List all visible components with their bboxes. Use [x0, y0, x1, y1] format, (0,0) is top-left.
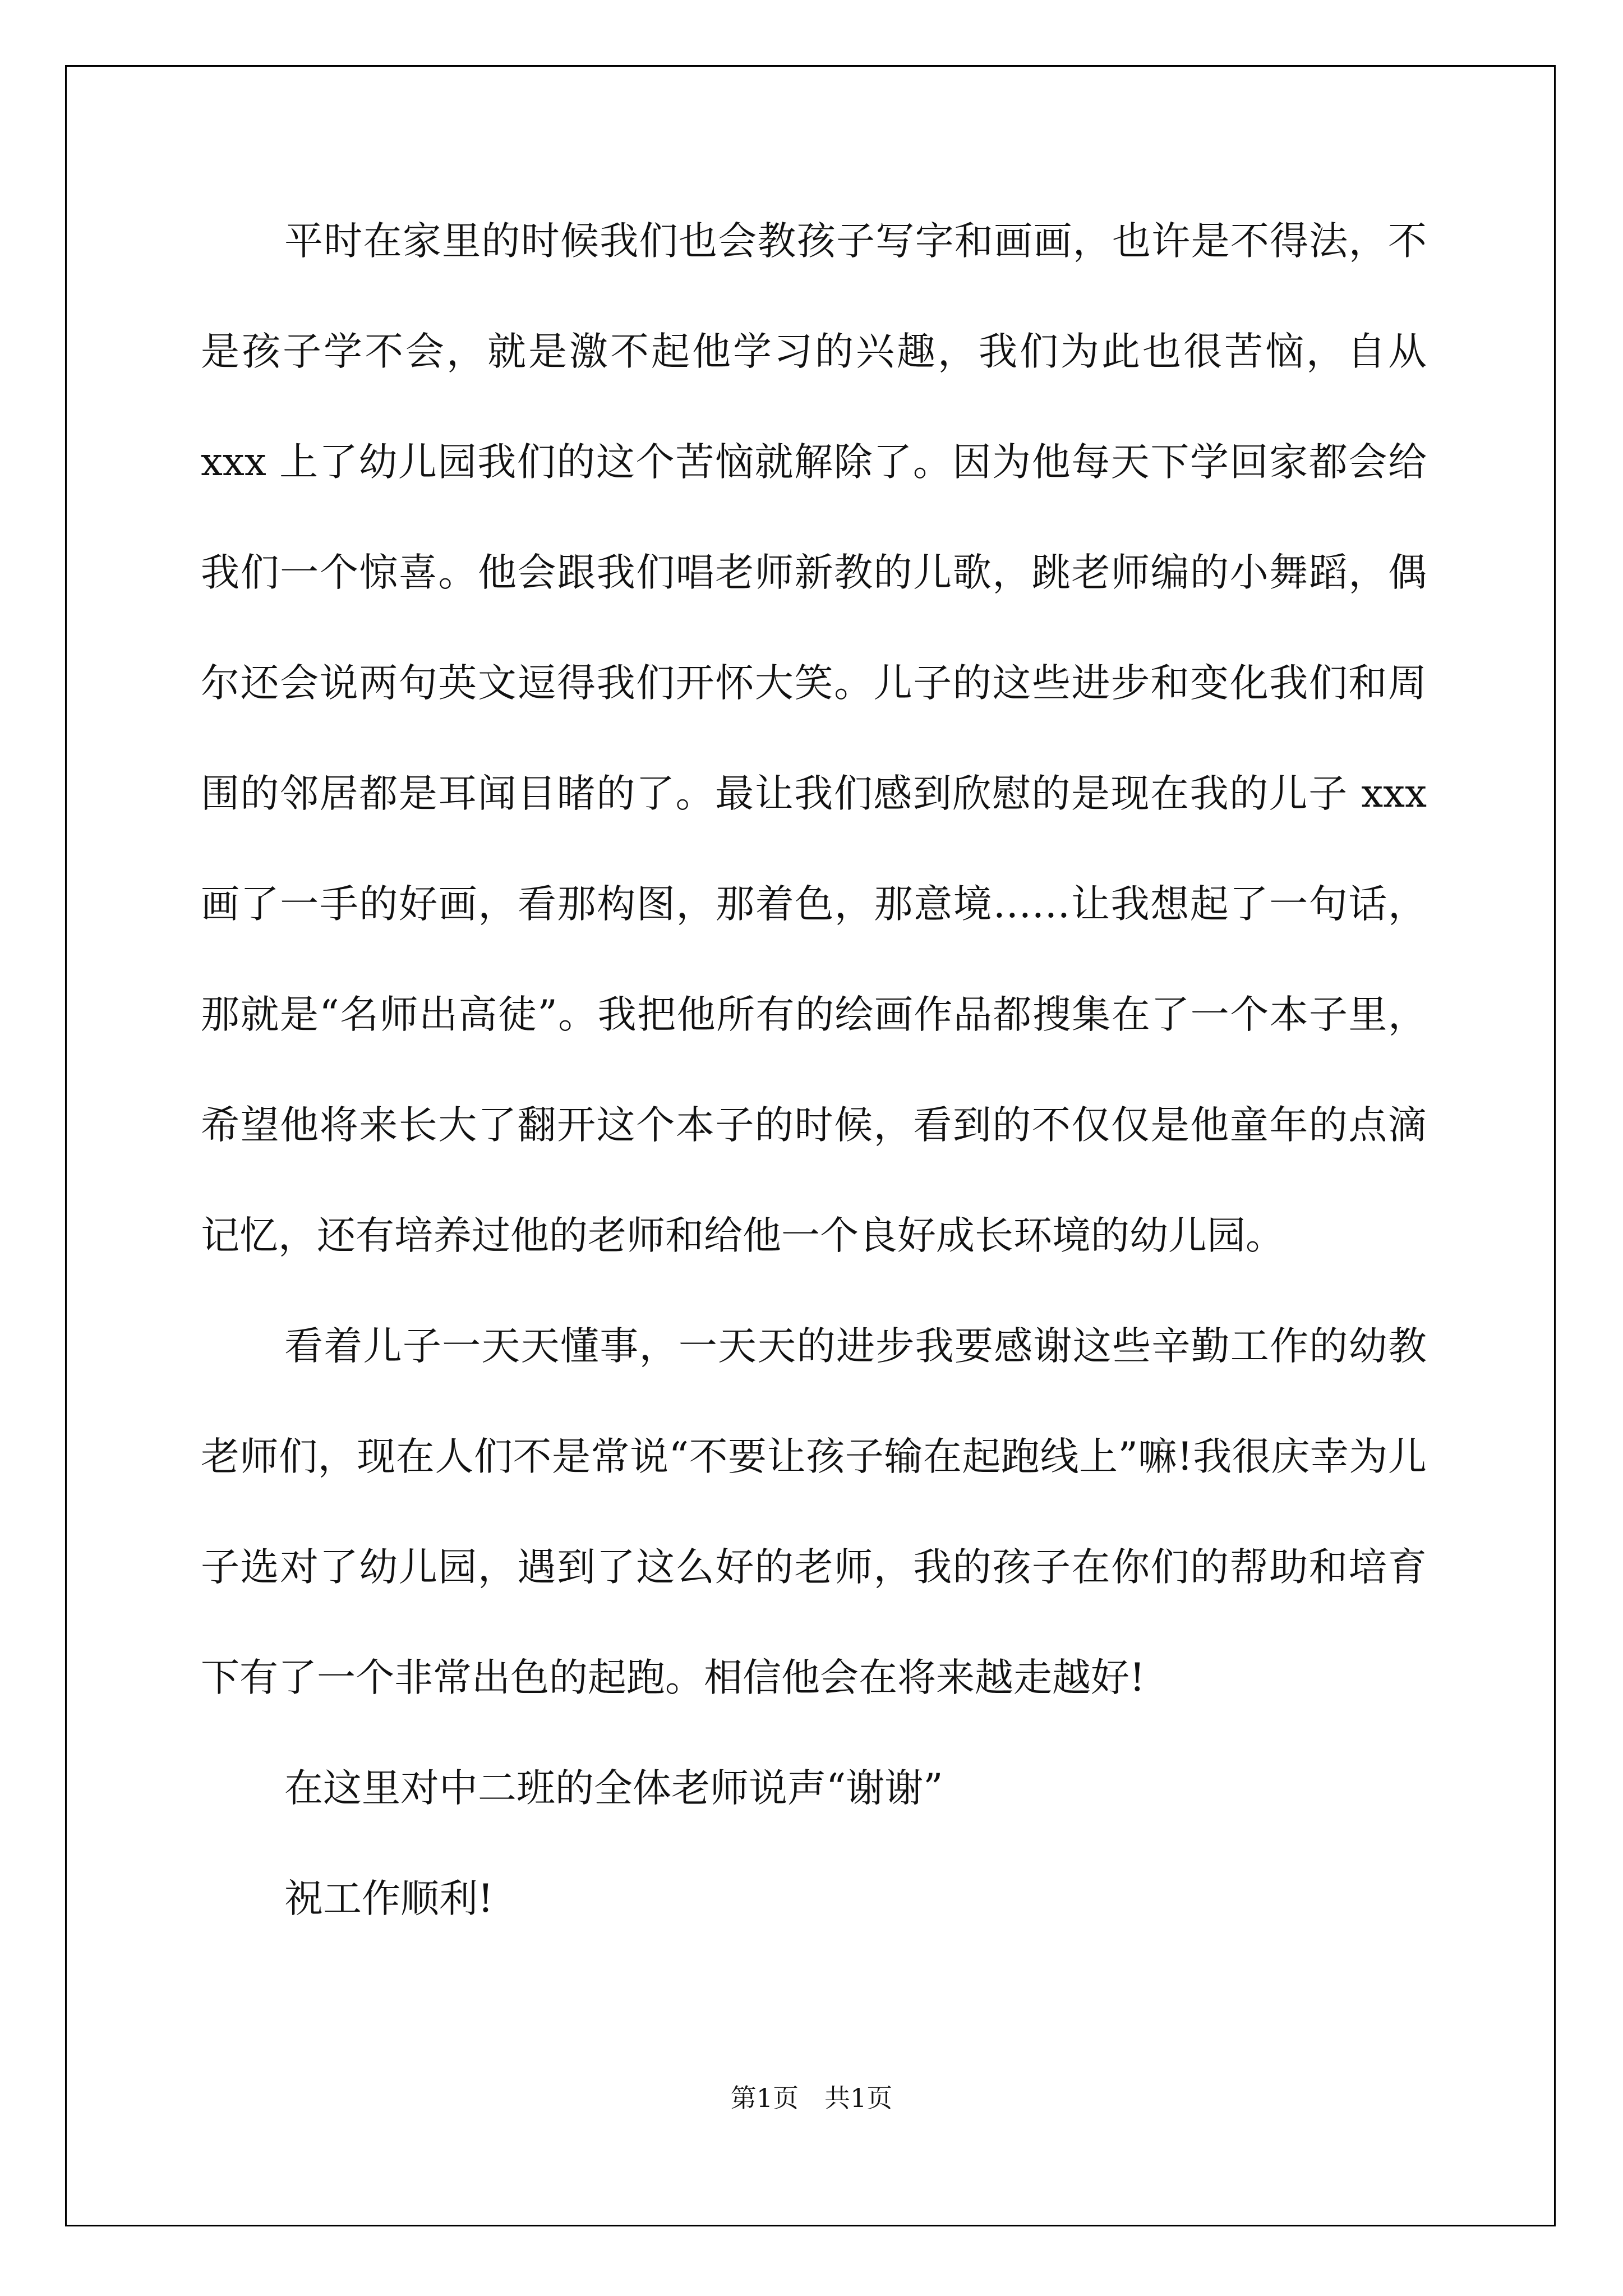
- document-body: [201, 186, 1439, 1954]
- paragraph-2: 看着儿子一天天懂事，一天天的进步我要感谢这些辛勤工作的幼教老师们，现在人们不是常说“不要让孩子输在起跑线上”嘛!我很庆幸为儿子选对了幼儿园，遇到了这么好的老师，我的孩子在你们的帮助和培育下有了一个非常出色的起跑。相信他会在将来越走越好!: [201, 1324, 1427, 1700]
- page-total: 共1页: [824, 2083, 893, 2113]
- paragraph-3: 在这里对中二班的全体老师说声“谢谢”: [284, 1766, 943, 1811]
- paragraph-1: 平时在家里的时候我们也会教孩子写字和画画，也许是不得法，不是孩子学不会，就是激不起他学习的兴趣，我们为此也很苦恼，自从 xxx 上了幼儿园我们的这个苦恼就解除了。因为他每天下学回家都会给我们一个惊喜。他会跟我们唱老师新教的儿歌，跳老师编的小舞蹈，偶尔还会说两句英文逗得我们开怀大笑。儿子的这些进步和变化我们和周围的邻居都是耳闻目睹的了。最让我们感到欣慰的是现在我的儿子 xxx 画了一手的好画，看那构图，那着色，那意境……让我想起了一句话，那就是“名师出高徒”。我把他所有的绘画作品都搜集在了一个本子里，希望他将来长大了翻开这个本子的时候，看到的不仅仅是他童年的点滴记忆，还有培养过他的老师和给他一个良好成长环境的幼儿园。: [201, 219, 1439, 1258]
- page-footer: [0, 2081, 1623, 2115]
- page-number: 第1页: [730, 2083, 799, 2113]
- paragraph-4: 祝工作顺利!: [284, 1876, 494, 1921]
